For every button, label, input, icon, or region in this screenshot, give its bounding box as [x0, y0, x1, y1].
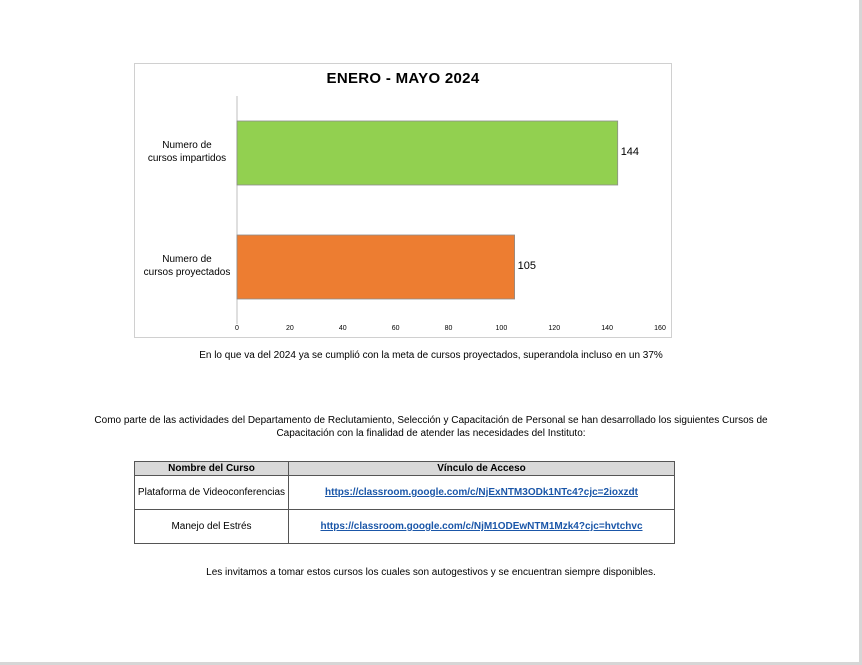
data-label-1: 105	[517, 260, 536, 272]
category-label-1: Numero de cursos proyectados	[143, 254, 231, 278]
table-row	[135, 476, 675, 510]
course-link[interactable]: https://classroom.google.com/c/NjExNTM3ODk1NTc4?cjc=2ioxzdt	[325, 487, 638, 498]
course-name: Plataforma de Videoconferencias	[135, 476, 289, 510]
chart-title: ENERO - MAYO 2024	[326, 70, 480, 87]
summary-text: En lo que va del 2024 ya se cumplió con la meta de cursos proyectados, superandola incluso en un 37%	[199, 350, 663, 361]
intro-text-line-1: Como parte de las actividades del Departamento de Reclutamiento, Selección y Capacitación de Personal se han desarrollado los siguientes Cursos de	[94, 415, 768, 426]
x-tick-label: 100	[495, 325, 508, 332]
x-tick-label: 120	[548, 325, 561, 332]
category-label-0: Numero de cursos impartidos	[147, 140, 227, 164]
courses-table	[134, 461, 675, 544]
header-access-link: Vínculo de Acceso	[289, 462, 675, 476]
x-tick-label: 20	[285, 325, 294, 332]
x-tick-label: 0	[235, 325, 239, 332]
chart-plot	[135, 64, 671, 337]
x-tick-label: 40	[338, 325, 347, 332]
table-row	[135, 510, 675, 544]
x-tick-label: 80	[444, 325, 453, 332]
intro-text-line-2: Capacitación con la finalidad de atender las necesidades del Instituto:	[276, 428, 586, 439]
header-course-name: Nombre del Curso	[135, 462, 289, 476]
course-name: Manejo del Estrés	[135, 510, 289, 544]
x-tick-label: 60	[391, 325, 400, 332]
bar-0	[237, 121, 618, 185]
bar-chart	[134, 63, 672, 338]
data-label-0: 144	[620, 146, 640, 158]
bar-1	[237, 235, 515, 299]
closing-text: Les invitamos a tomar estos cursos los cuales son autogestivos y se encuentran siempre disponibles.	[206, 567, 656, 578]
x-tick-label: 160	[654, 325, 666, 332]
course-link[interactable]: https://classroom.google.com/c/NjM1ODEwNTM1Mzk4?cjc=hvtchvc	[320, 521, 643, 532]
x-tick-label: 140	[601, 325, 613, 332]
table-header-row	[135, 462, 675, 476]
